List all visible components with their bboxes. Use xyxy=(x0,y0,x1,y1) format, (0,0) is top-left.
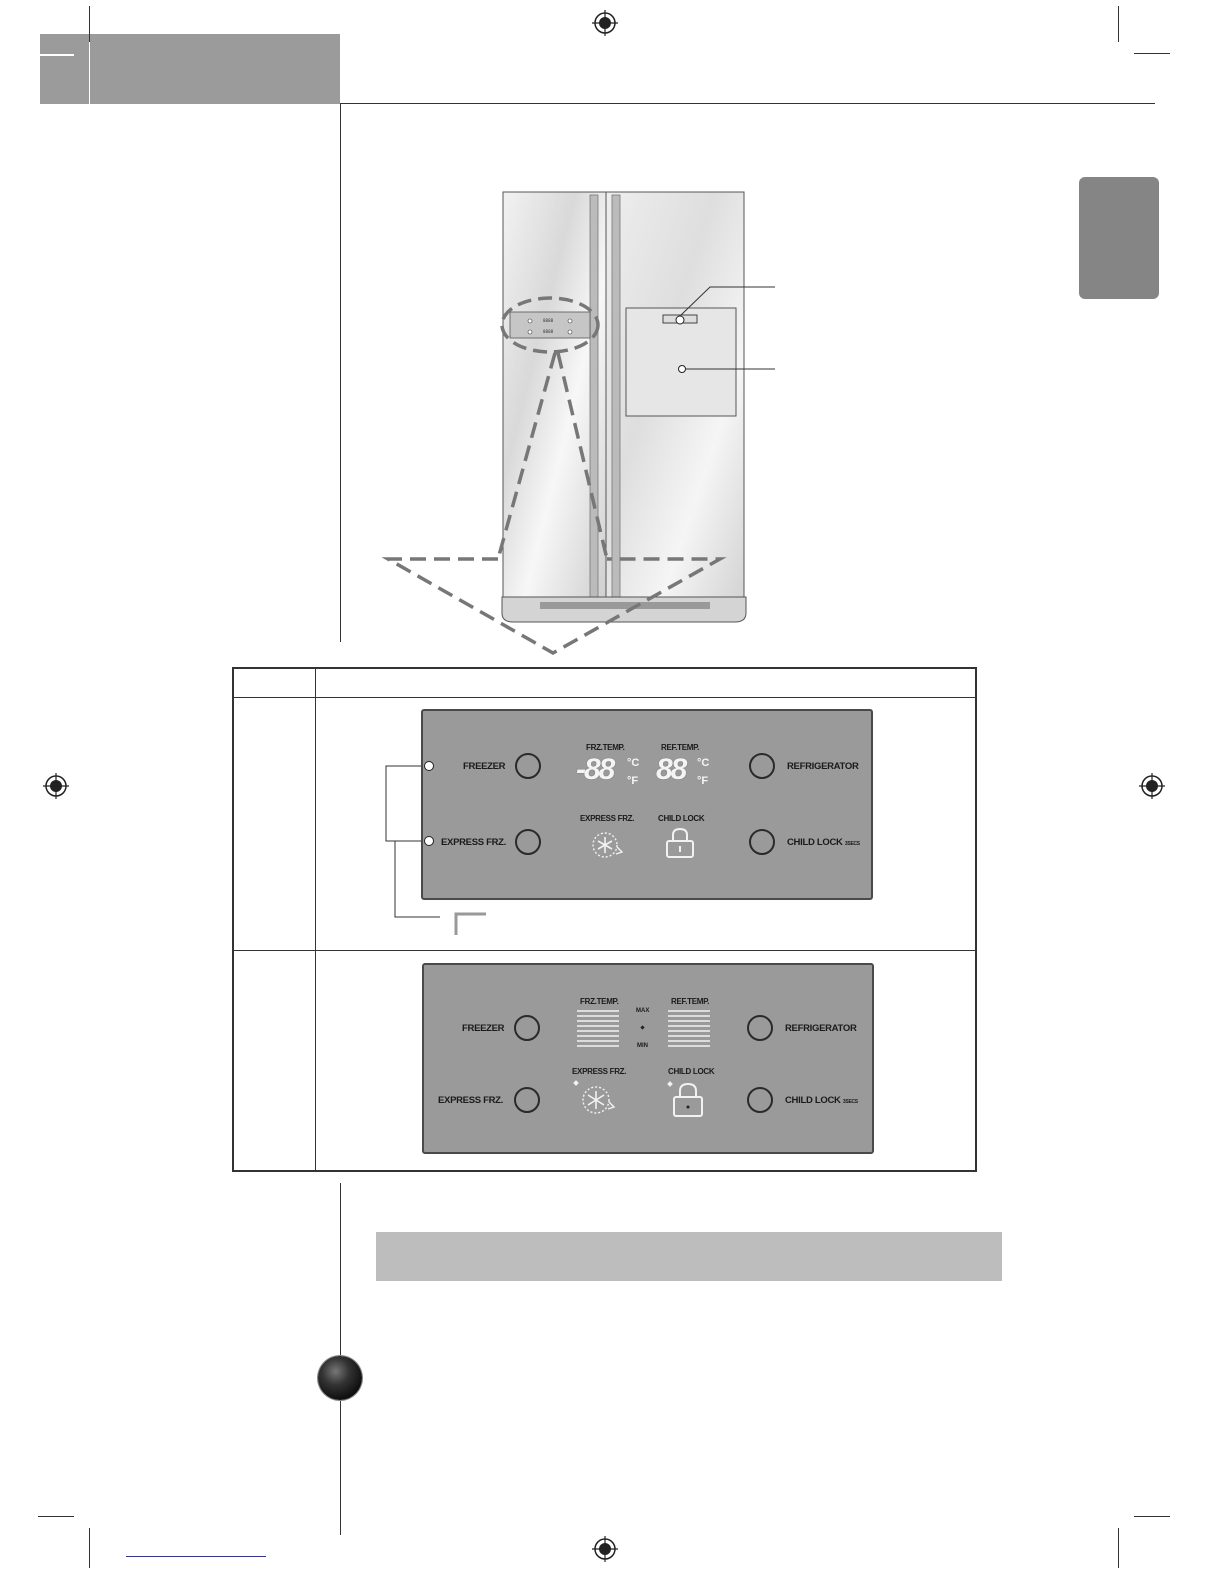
center-express-frz-label-2: EXPRESS FRZ. xyxy=(572,1067,627,1076)
margin-rule-upper xyxy=(340,104,341,642)
header-divider xyxy=(89,34,90,104)
registration-mark-left xyxy=(41,771,71,801)
freezer-button-2[interactable] xyxy=(514,1015,540,1041)
freezer-button[interactable] xyxy=(515,753,541,779)
ref-temp-bargraph xyxy=(668,1008,710,1048)
frz-unit-f: °F xyxy=(627,775,639,787)
frz-temp-display: -88 xyxy=(576,753,614,786)
child-lock-3secs: 3SECS xyxy=(844,841,860,847)
center-child-lock-label-2: CHILD LOCK xyxy=(668,1067,715,1076)
ref-temp-label-2: REF.TEMP. xyxy=(671,997,710,1006)
refrigerator-label-2: REFRIGERATOR xyxy=(785,1023,857,1034)
fridge-panel-row1: 8888 xyxy=(543,318,554,323)
control-panel-bargraph xyxy=(422,963,874,1154)
bottom-link-underline xyxy=(126,1556,266,1557)
registration-mark-top xyxy=(590,8,620,38)
child-lock-label xyxy=(787,837,860,848)
ref-unit-f: °F xyxy=(697,775,709,787)
child-lock-button-2[interactable] xyxy=(747,1087,773,1113)
crop-mark xyxy=(1134,1516,1170,1517)
freezer-label-2: FREEZER xyxy=(462,1023,505,1034)
express-freeze-icon xyxy=(589,828,625,862)
table-row-divider xyxy=(234,950,975,951)
registration-mark-right xyxy=(1137,771,1167,801)
refrigerator-button[interactable] xyxy=(749,753,775,779)
header-block xyxy=(40,34,340,104)
ref-temp-display: 88 xyxy=(656,753,686,786)
crop-mark xyxy=(1134,53,1170,54)
header-tick xyxy=(40,54,74,56)
crop-mark xyxy=(1118,1528,1119,1568)
refrigerator-button-2[interactable] xyxy=(747,1015,773,1041)
side-language-tab xyxy=(1079,177,1159,299)
frz-temp-bargraph xyxy=(577,1008,619,1048)
crop-mark xyxy=(89,6,90,42)
min-label: MIN xyxy=(637,1043,648,1049)
registration-mark-bottom xyxy=(590,1534,620,1564)
section-heading-bar xyxy=(376,1232,1002,1281)
page-number-ball xyxy=(318,1356,362,1400)
child-lock-button[interactable] xyxy=(749,829,775,855)
express-frz-label: EXPRESS FRZ. xyxy=(441,837,507,848)
lock-icon-2 xyxy=(664,1078,712,1122)
center-child-lock-label: CHILD LOCK xyxy=(658,814,705,823)
child-lock-text-2: CHILD LOCK xyxy=(785,1095,841,1106)
frz-unit-c: °C xyxy=(627,757,640,769)
freezer-indicator-led xyxy=(424,761,434,771)
lock-icon xyxy=(663,826,697,862)
frz-temp-label: FRZ.TEMP. xyxy=(586,743,625,752)
freezer-label: FREEZER xyxy=(463,761,506,772)
refrigerator-illustration xyxy=(380,185,800,660)
table-header-rule xyxy=(234,697,975,698)
max-label: MAX xyxy=(636,1008,650,1014)
crop-mark xyxy=(1118,6,1119,42)
table-column-divider xyxy=(315,669,316,1170)
frz-temp-label-2: FRZ.TEMP. xyxy=(580,997,619,1006)
express-freeze-icon-2 xyxy=(572,1078,624,1118)
ref-unit-c: °C xyxy=(697,757,710,769)
child-lock-label-2 xyxy=(785,1095,858,1106)
center-express-frz-label: EXPRESS FRZ. xyxy=(580,814,635,823)
express-frz-button-2[interactable] xyxy=(514,1087,540,1113)
fridge-panel-row2: 8888 xyxy=(543,329,554,334)
express-frz-button[interactable] xyxy=(515,829,541,855)
child-lock-text: CHILD LOCK xyxy=(787,837,843,848)
crop-mark xyxy=(89,1528,90,1568)
header-rule xyxy=(340,103,1155,104)
ref-temp-label: REF.TEMP. xyxy=(661,743,700,752)
level-diamond-icon xyxy=(640,1025,646,1031)
refrigerator-label: REFRIGERATOR xyxy=(787,761,859,772)
crop-mark xyxy=(38,1516,74,1517)
child-lock-3secs-2: 3SECS xyxy=(842,1099,858,1105)
express-frz-label-2: EXPRESS FRZ. xyxy=(438,1095,504,1106)
express-frz-indicator-led xyxy=(424,836,434,846)
control-panel-digital xyxy=(421,709,873,900)
